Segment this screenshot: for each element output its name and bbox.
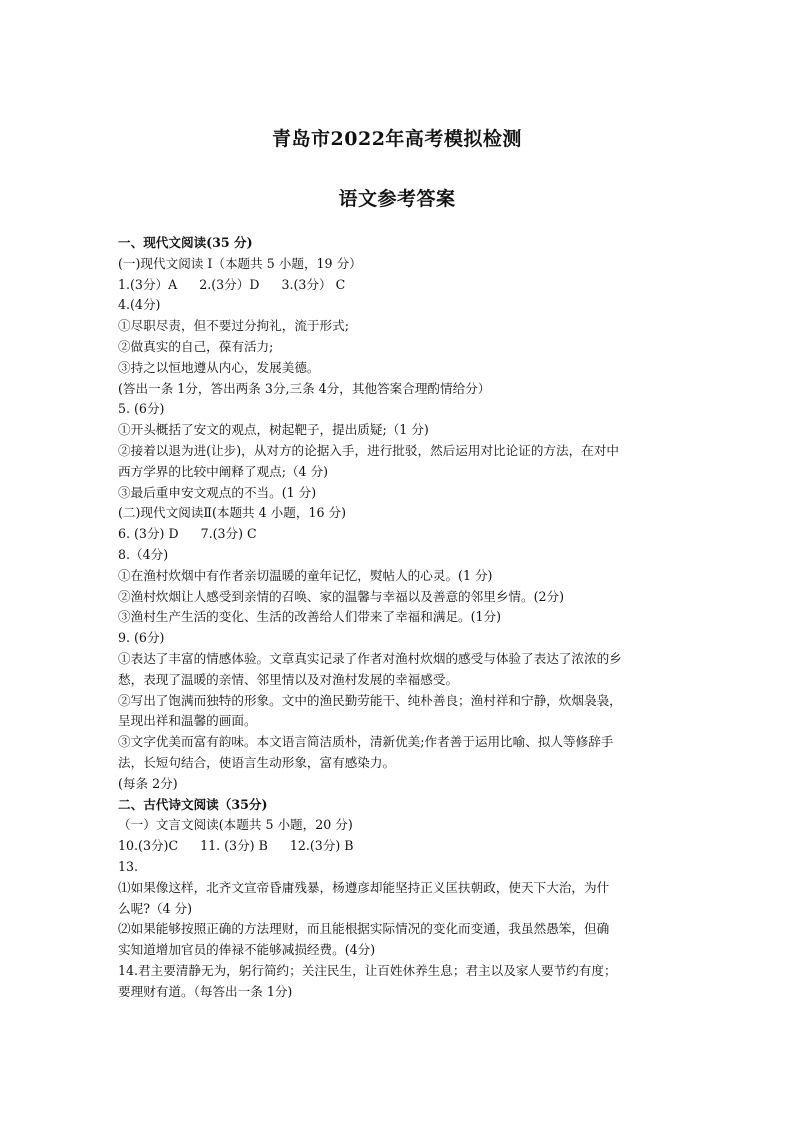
answer-point: ②写出了饱满而独特的形象。文中的渔民勤劳能干、纯朴善良；渔村祥和宁静，炊烟袅袅， (118, 692, 622, 708)
question-heading: 4.(4分) (118, 297, 161, 313)
answer-line (118, 836, 688, 857)
answer-line (118, 275, 688, 296)
part-heading: （一）文言文阅读(本题共 5 小题，20 分) (118, 817, 353, 833)
document-subtitle: 语文参考答案 (338, 188, 456, 210)
answer-q10: 10.(3分)C (118, 838, 179, 854)
answer-point: ③渔村生产生活的变化、生活的改善给人们带来了幸福和满足。(1分) (118, 609, 502, 625)
answer-point: ③持之以恒地遵从内心，发展美德。 (118, 359, 320, 375)
part-heading: (二)现代文阅读Ⅱ(本题共 4 小题，16 分) (118, 505, 346, 521)
answer-point: 14.君主要清静无为，躬行简约；关注民生，让百姓休养生息；君主以及家人要节约有度； (118, 962, 617, 978)
document-title: 青岛市2022年高考模拟检测 (272, 128, 522, 150)
answer-point: ①开头概括了安文的观点，树起靶子，提出质疑;（1 分) (118, 422, 429, 438)
answer-point-cont: 呈现出祥和温馨的画面。 (118, 713, 257, 729)
answer-q11: 11. (3分) B (200, 838, 268, 854)
answer-point-cont: 要理财有道。（每答出一条 1分) (118, 983, 293, 999)
question-heading: 8.（4分) (118, 546, 169, 562)
answer-point: ②做真实的自己，葆有活力; (118, 338, 274, 354)
scoring-note: (每条 2分) (118, 775, 178, 791)
answer-point: ①尽职尽责，但不要过分拘礼，流于形式; (118, 318, 349, 334)
answer-point-cont: 法，长短句结合，使语言生动形象，富有感染力。 (118, 754, 396, 770)
answer-point: ⑴如果像这样，北齐文宣帝昏庸残暴，杨遵彦却能坚持正义匡扶朝政，使天下大治，为什 (118, 879, 610, 895)
answer-point-cont: 么呢?（4 分) (118, 900, 193, 916)
part-heading: (一)现代文阅读 I（本题共 5 小题，19 分） (118, 255, 362, 271)
answer-point: ⑵如果能够按照正确的方法理财，而且能根据实际情况的变化而变通，我虽然愚笨，但确 (118, 921, 610, 937)
answer-point-cont: 愁，表现了温暖的亲情、邻里情以及对渔村发展的幸福感受。 (118, 671, 459, 687)
answer-point: ①在渔村炊烟中有作者亲切温暖的童年记忆，熨帖人的心灵。(1 分) (118, 567, 493, 583)
answer-point: ③文字优美而富有韵味。本文语言简洁质朴，清新优美;作者善于运用比喻、拟人等修辞手 (118, 734, 614, 750)
answer-point: ②接着以退为进(让步)，从对方的论据入手，进行批驳，然后运用对比论证的方法，在对中 (118, 442, 619, 458)
section-heading: 二、古代诗文阅读（35分) (118, 796, 268, 812)
answer-point: ③最后重申安文观点的不当。(1 分) (118, 484, 317, 500)
answer-point: ①表达了丰富的情感体验。文章真实记录了作者对渔村炊烟的感受与体验了表达了浓浓的乡 (118, 650, 622, 666)
answer-q3: 3.(3分） C (281, 276, 346, 292)
question-heading: 5. (6分) (118, 401, 165, 417)
answer-point: ②渔村炊烟让人感受到亲情的召唤、家的温馨与幸福以及善意的邻里乡情。(2分) (118, 588, 565, 604)
scoring-note: (答出一条 1分，答出两条 3分,三条 4分，其他答案合理酌情给分） (118, 380, 491, 396)
answer-point-cont: 西方学界的比较中阐释了观点;（4 分) (118, 463, 329, 479)
answer-key-body (118, 233, 688, 1002)
answer-q12: 12.(3分) B (289, 838, 354, 854)
section-heading: 一、现代文阅读(35 分) (118, 235, 253, 250)
answer-point-cont: 实知道增加官员的俸禄不能够减损经费。(4分) (118, 942, 376, 958)
answer-q2: 2.(3分）D (199, 276, 260, 292)
question-heading: 13. (118, 858, 139, 874)
answer-q6: 6. (3分) D (118, 526, 179, 542)
answer-line (118, 524, 688, 545)
answer-q1: 1.(3分）A (118, 276, 178, 292)
question-heading: 9. (6分) (118, 630, 165, 646)
answer-q7: 7.(3分) C (200, 526, 257, 542)
